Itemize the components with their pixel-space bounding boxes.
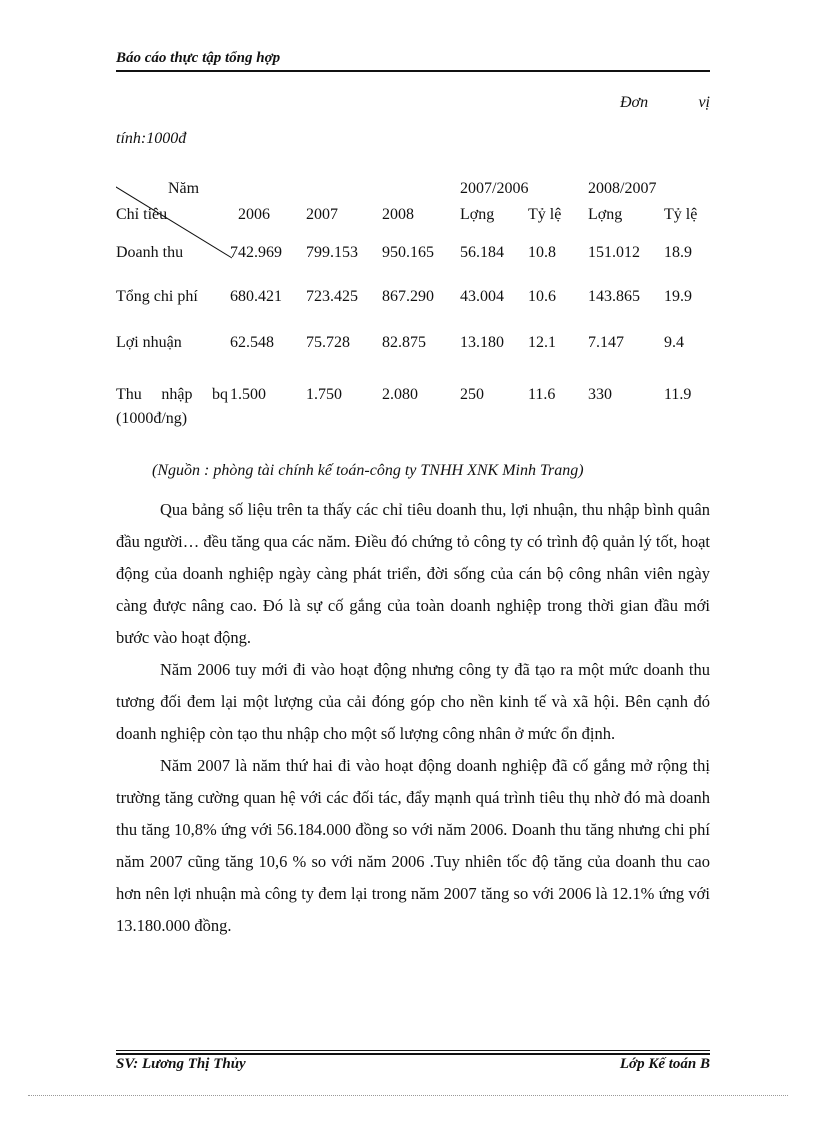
footer-rule xyxy=(116,1050,710,1051)
header-chi-tieu: Chỉ tiêu xyxy=(116,206,168,223)
paragraph: Năm 2007 là năm thứ hai đi vào hoạt động doanh nghiệp đã cố gắng mở rộng thị trường tăng cường quan hệ với các đối tác, đẩy mạnh quá trình tiêu thụ nhờ đó mà doanh thu tăng 10,8% ứng với 56.184.000 đồng so với năm 2006. Doanh thu tăng nhưng chi phí năm 2007 cũng tăng 10,6 % so với năm 2006 .Tuy nhiên tốc độ tăng của doanh thu cao hơn nên lợi nhuận mà công ty đem lại trong năm 2007 tăng so với 2006 là 12.1% ứng với 13.180.000 đồng. xyxy=(116,756,710,935)
unit-label-line2: tính:1000đ xyxy=(116,130,187,147)
table-cell: 62.548 xyxy=(230,334,274,351)
table-cell: 2.080 xyxy=(382,386,418,403)
table-cell: 250 xyxy=(460,386,484,403)
table-cell: 1.750 xyxy=(306,386,342,403)
body-text xyxy=(116,494,710,942)
page-footer xyxy=(116,1056,710,1073)
table-cell: 10.8 xyxy=(528,244,556,261)
unit-word-vi: vị xyxy=(698,94,710,111)
table-cell: 13.180 xyxy=(460,334,504,351)
table-cell: 9.4 xyxy=(664,334,684,351)
header-group-2007-2006: 2007/2006 xyxy=(460,180,529,197)
table-cell: 867.290 xyxy=(382,288,434,305)
footer-rule xyxy=(116,1053,710,1055)
table-cell: 330 xyxy=(588,386,612,403)
page-edge xyxy=(28,1095,788,1096)
table-cell: 742.969 xyxy=(230,244,282,261)
row-label-loi-nhuan: Lợi nhuận xyxy=(116,334,182,351)
data-table xyxy=(116,176,710,436)
table-cell: 11.6 xyxy=(528,386,556,403)
paragraph: Qua bảng số liệu trên ta thấy các chỉ tiêu doanh thu, lợi nhuận, thu nhập bình quân đầu người… đều tăng qua các năm. Điều đó chứng tỏ công ty có trình độ quản lý tốt, hoạt động của doanh nghiệp ngày càng phát triển, đời sống của cán bộ công nhân viên ngày càng được nâng cao. Đó là sự cố gắng của toàn doanh nghiệp trong thời gian đầu mới bước vào hoạt động. xyxy=(116,500,710,647)
header-title: Báo cáo thực tập tổng hợp xyxy=(116,50,281,66)
table-cell: 680.421 xyxy=(230,288,282,305)
unit-word-don: Đơn xyxy=(620,94,649,111)
table-cell: 723.425 xyxy=(306,288,358,305)
header-ty-le-1: Tỷ lệ xyxy=(528,206,562,223)
table-cell: 18.9 xyxy=(664,244,692,261)
table-cell: 151.012 xyxy=(588,244,640,261)
header-luong-2: Lợng xyxy=(588,206,623,223)
row-label-thu-nhap-unit: (1000đ/ng) xyxy=(116,410,188,427)
table-cell: 75.728 xyxy=(306,334,350,351)
table-cell: 56.184 xyxy=(460,244,504,261)
table-cell: 7.147 xyxy=(588,334,624,351)
footer-class: Lớp Kế toán B xyxy=(619,1056,710,1072)
table-cell: 10.6 xyxy=(528,288,556,305)
header-nam: Năm xyxy=(168,180,200,197)
table-cell: 82.875 xyxy=(382,334,426,351)
table-cell: 799.153 xyxy=(306,244,358,261)
row-label-tong-chi-phi: Tổng chi phí xyxy=(116,288,198,305)
header-2008: 2008 xyxy=(382,206,414,223)
header-2007: 2007 xyxy=(306,206,338,223)
table-cell: 1.500 xyxy=(230,386,266,403)
table-cell: 143.865 xyxy=(588,288,640,305)
table-cell: 950.165 xyxy=(382,244,434,261)
row-label-thu-nhap: Thu nhập bq xyxy=(116,386,228,403)
table-cell: 11.9 xyxy=(664,386,692,403)
unit-label-line1 xyxy=(620,94,710,112)
page-header xyxy=(116,48,710,68)
header-2006: 2006 xyxy=(238,206,270,223)
footer-student: SV: Lương Thị Thủy xyxy=(116,1056,246,1072)
row-label-doanh-thu: Doanh thu xyxy=(116,244,184,261)
table-cell: 12.1 xyxy=(528,334,556,351)
table-source-note: (Nguồn : phòng tài chính kế toán-công ty TNHH XNK Minh Trang) xyxy=(152,462,584,479)
header-ty-le-2: Tỷ lệ xyxy=(664,206,698,223)
table-cell: 43.004 xyxy=(460,288,504,305)
table-cell: 19.9 xyxy=(664,288,692,305)
header-rule xyxy=(116,70,710,72)
paragraph: Năm 2006 tuy mới đi vào hoạt động nhưng công ty đã tạo ra một mức doanh thu tương đối đem lại một lượng của cải đóng góp cho nền kinh tế và xã hội. Bên cạnh đó doanh nghiệp còn tạo thu nhập cho một số lượng công nhân ở mức ổn định. xyxy=(116,660,710,743)
header-luong-1: Lợng xyxy=(460,206,495,223)
header-group-2008-2007: 2008/2007 xyxy=(588,180,657,197)
